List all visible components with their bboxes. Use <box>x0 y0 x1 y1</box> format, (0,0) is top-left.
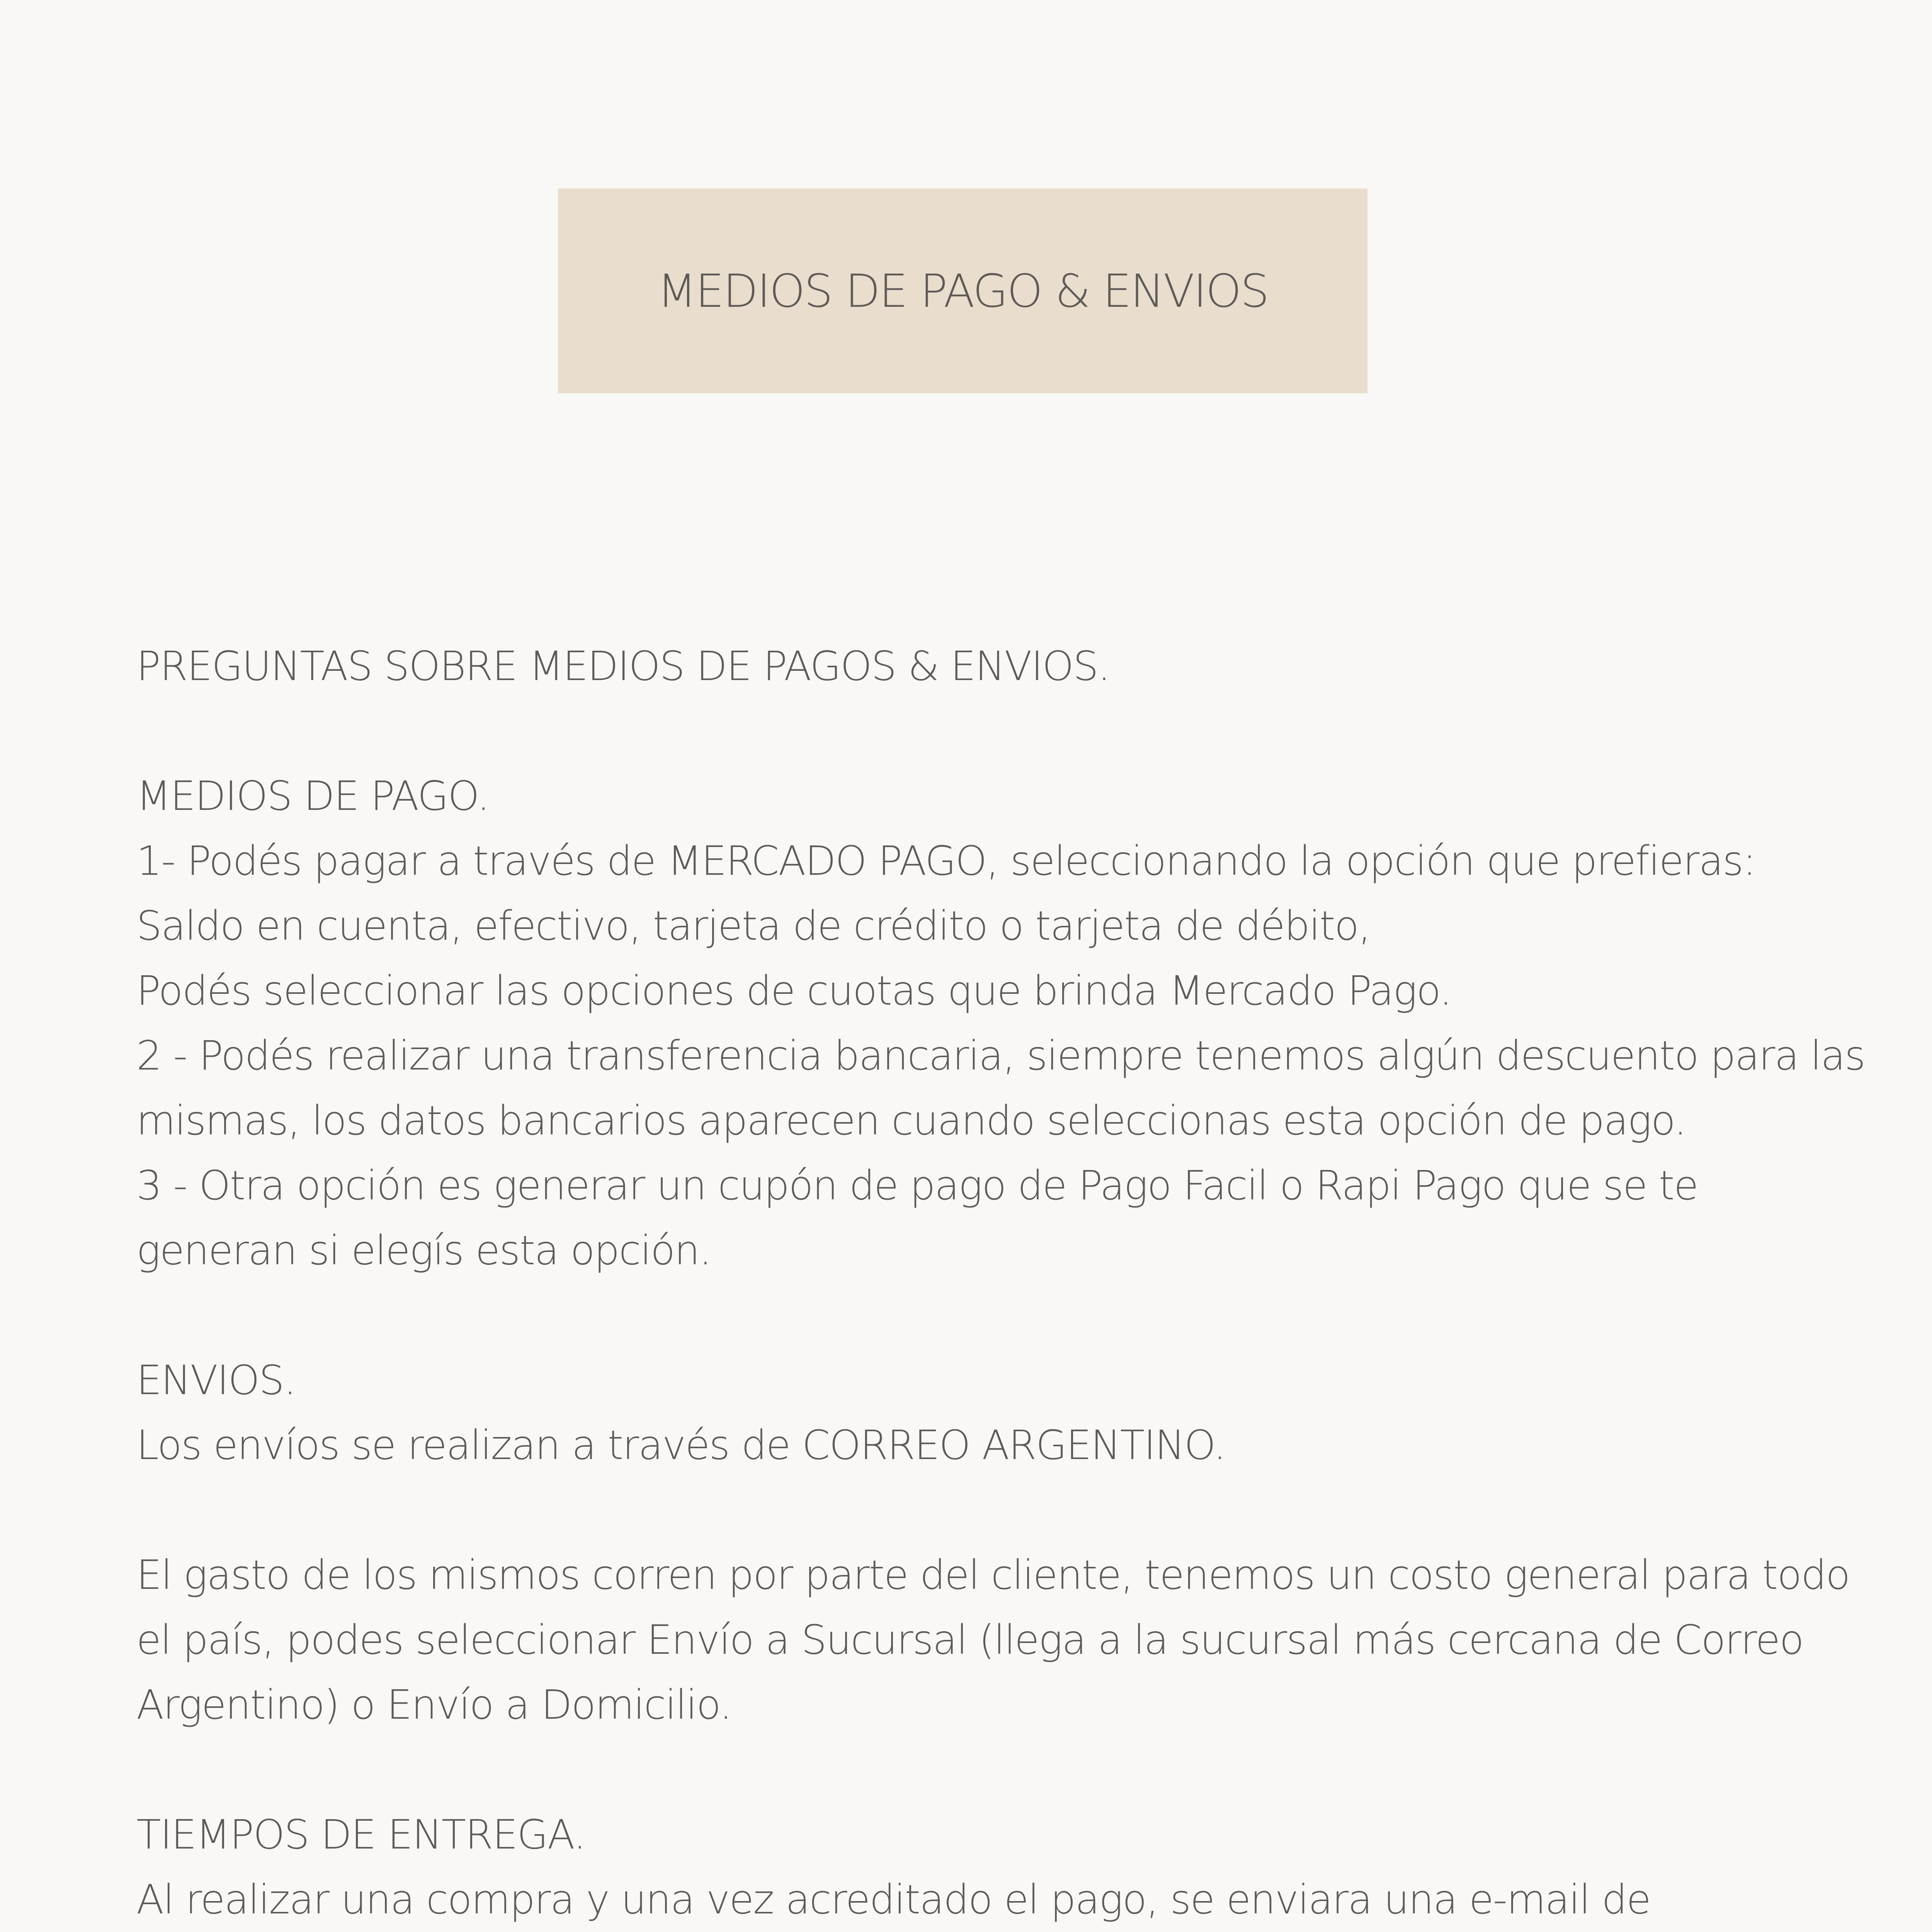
delivery-heading: TIEMPOS DE ENTREGA. <box>136 1811 586 1858</box>
shipping-heading: ENVIOS. <box>136 1357 296 1404</box>
shipping-carrier: Los envíos se realizan a través de CORREO ARGENTINO. <box>136 1422 1226 1469</box>
intro-heading: PREGUNTAS SOBRE MEDIOS DE PAGOS & ENVIOS. <box>136 643 1110 690</box>
payment-heading: MEDIOS DE PAGO. <box>136 772 489 820</box>
page-title: MEDIOS DE PAGO & ENVIOS <box>657 264 1268 318</box>
payment-item: 3 - Otra opción es generar un cupón de pago de Pago Facil o Rapi Pago que se te generan si elegís esta opción. <box>136 1162 1698 1274</box>
header-box <box>558 189 1367 393</box>
shipping-cost: El gasto de los mismos corren por parte del cliente, tenemos un costo general para todo el país, podes seleccionar Envío a Sucursal (llega a la sucursal más cercana de Correo Argentino) o Envío a Domicilio. <box>136 1551 1850 1728</box>
payment-item: 1- Podés pagar a través de MERCADO PAGO, seleccionando la opción que prefieras: Saldo en cuenta, efectivo, tarjeta de crédito o tarjeta de débito, <box>136 837 1756 949</box>
content-body <box>136 634 1867 1932</box>
payment-item: Podés seleccionar las opciones de cuotas que brinda Mercado Pago. <box>136 967 1452 1014</box>
payment-item: 2 - Podés realizar una transferencia bancaria, siempre tenemos algún descuento para las mismas, los datos bancarios aparecen cuando seleccionas esta opción de pago. <box>136 1032 1865 1144</box>
delivery-item: Al realizar una compra y una vez acreditado el pago, se enviara una e-mail de <box>136 1876 1651 1923</box>
